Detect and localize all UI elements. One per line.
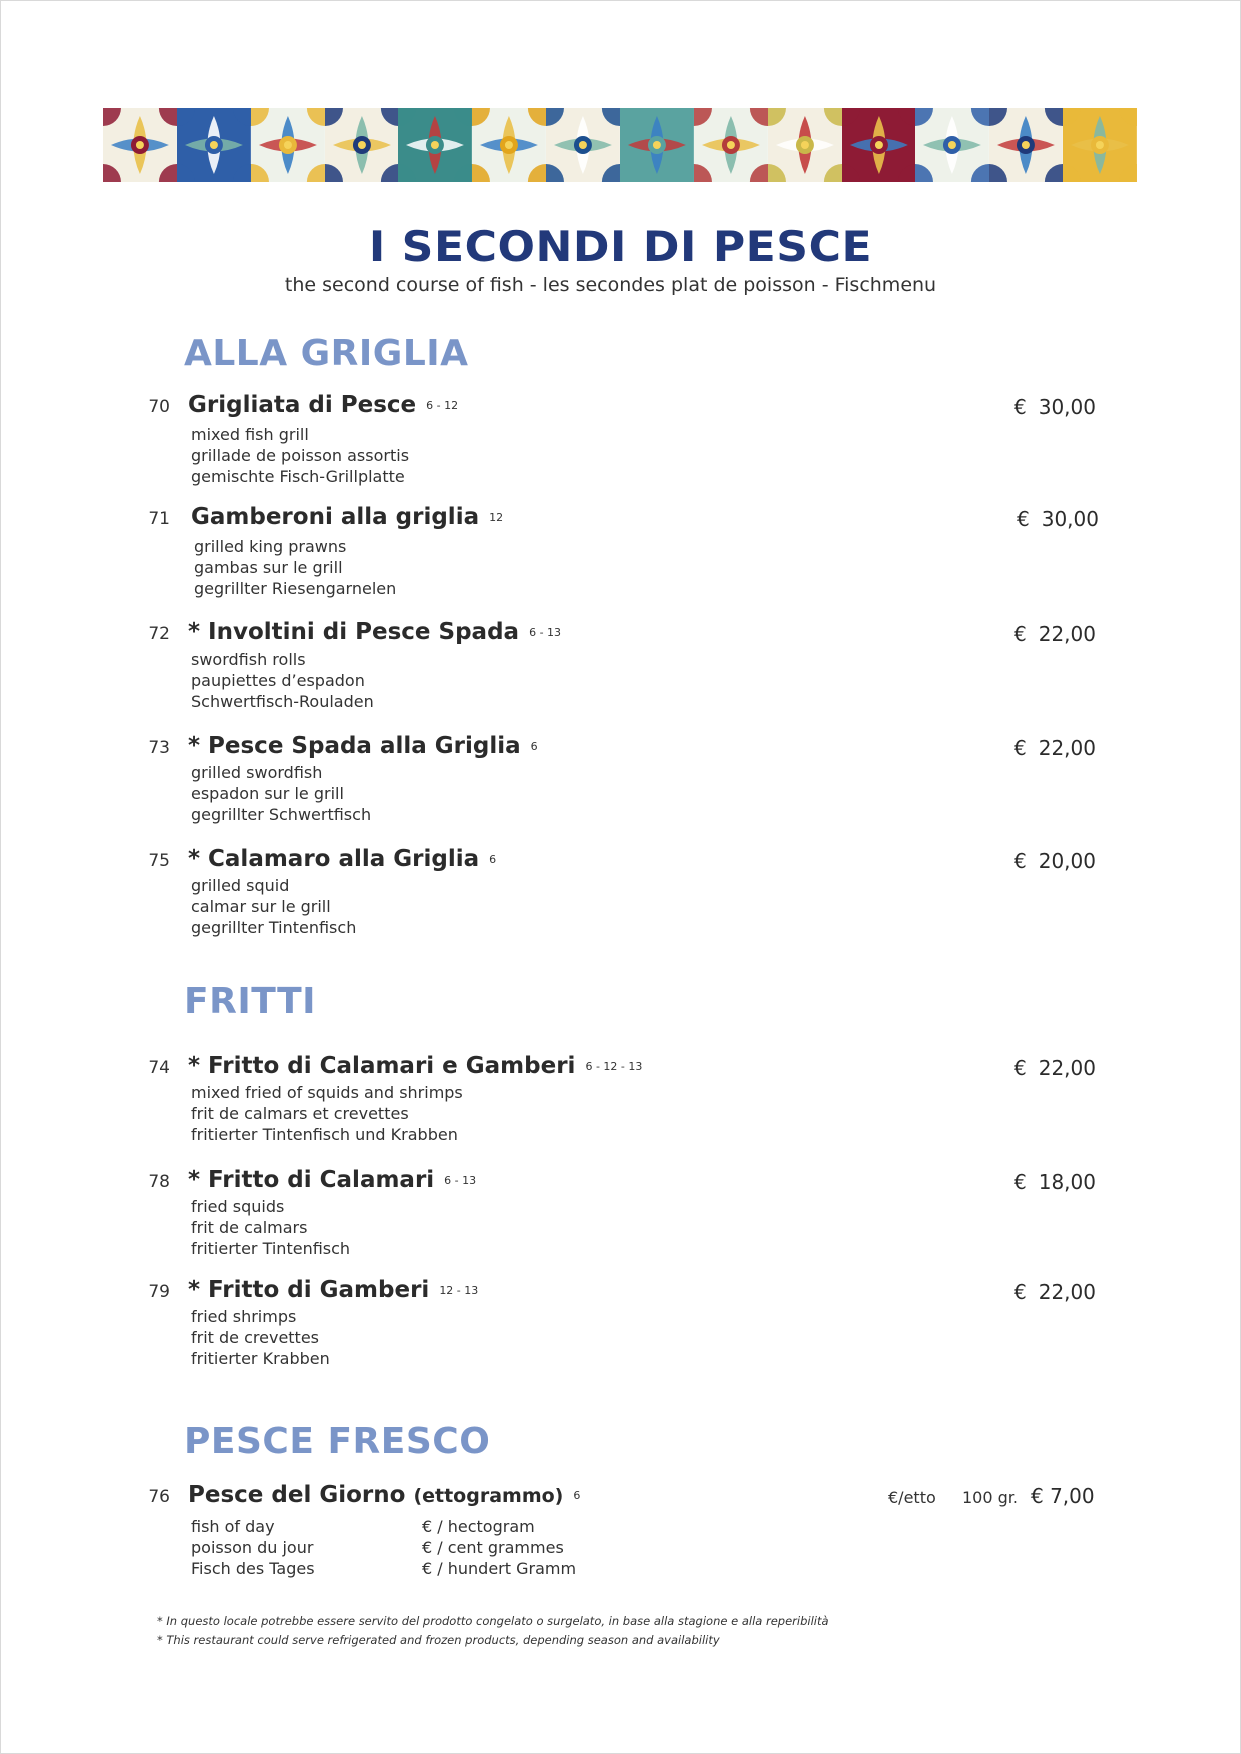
item-description: fried shrimps frit de crevettes fritierter Krabben bbox=[191, 1307, 330, 1368]
item-price: € 22,00 bbox=[1014, 1280, 1096, 1304]
item-allergens: 6 - 12 - 13 bbox=[585, 1060, 643, 1073]
item-price: € 22,00 bbox=[1014, 736, 1096, 760]
item-name: * Fritto di Gamberi 12 - 13 bbox=[188, 1277, 479, 1303]
item-allergens: 6 bbox=[489, 853, 497, 866]
item-allergens: 6 bbox=[573, 1489, 581, 1502]
item-allergens: 12 bbox=[489, 511, 504, 524]
item-name: * Fritto di Calamari e Gamberi 6 - 12 - 13 bbox=[188, 1053, 643, 1079]
ceramic-tile bbox=[768, 108, 842, 182]
ceramic-tile bbox=[325, 108, 399, 182]
item-name: Gamberoni alla griglia 12 bbox=[191, 504, 504, 530]
item-number: 71 bbox=[148, 509, 170, 529]
item-price: € 18,00 bbox=[1014, 1170, 1096, 1194]
page-title: I SECONDI DI PESCE bbox=[368, 222, 873, 271]
item-name: * Pesce Spada alla Griglia 6 bbox=[188, 733, 538, 759]
item-name-unit: (ettogrammo) bbox=[413, 1485, 564, 1507]
item-price: € 22,00 bbox=[1014, 1056, 1096, 1080]
item-allergens: 6 - 13 bbox=[529, 626, 562, 639]
ceramic-tile bbox=[546, 108, 620, 182]
item-allergens: 6 bbox=[530, 740, 538, 753]
item-name: Grigliata di Pesce 6 - 12 bbox=[188, 392, 459, 418]
item-number: 74 bbox=[148, 1058, 170, 1078]
item-allergens: 6 - 13 bbox=[444, 1174, 477, 1187]
ceramic-tile bbox=[915, 108, 989, 182]
weight-label: 100 gr. bbox=[962, 1488, 1018, 1507]
item-description: fish of day poisson du jour Fisch des Tages bbox=[191, 1517, 315, 1578]
price-per-unit-label: €/etto bbox=[888, 1488, 936, 1507]
item-number: 75 bbox=[148, 851, 170, 871]
item-name: * Fritto di Calamari 6 - 13 bbox=[188, 1167, 477, 1193]
item-number: 76 bbox=[148, 1487, 170, 1507]
item-number: 72 bbox=[148, 624, 170, 644]
item-price: € 30,00 bbox=[1014, 395, 1096, 419]
ceramic-tile bbox=[103, 108, 177, 182]
ceramic-tile bbox=[694, 108, 768, 182]
item-price: € 22,00 bbox=[1014, 622, 1096, 646]
item-number: 70 bbox=[148, 397, 170, 417]
ceramic-tile bbox=[251, 108, 325, 182]
ceramic-tile bbox=[177, 108, 251, 182]
section-title-fritti: FRITTI bbox=[184, 981, 317, 1022]
item-name: * Involtini di Pesce Spada 6 - 13 bbox=[188, 619, 562, 645]
item-number: 73 bbox=[148, 738, 170, 758]
item-allergens: 12 - 13 bbox=[439, 1284, 479, 1297]
item-price: € 20,00 bbox=[1014, 849, 1096, 873]
item-price: € 7,00 bbox=[1031, 1484, 1095, 1508]
page-subtitle: the second course of fish - les secondes plat de poisson - Fischmenu bbox=[284, 274, 937, 296]
item-number: 78 bbox=[148, 1172, 170, 1192]
item-price: € 30,00 bbox=[1017, 507, 1099, 531]
item-name: Pesce del Giorno (ettogrammo) 6 bbox=[188, 1482, 581, 1508]
footnote-italian: * In questo locale potrebbe essere servito del prodotto congelato o surgelato, in base alla stagione e alla reperibilità bbox=[157, 1614, 829, 1628]
item-description: mixed fried of squids and shrimps frit de calmars et crevettes fritierter Tintenfisch und Krabben bbox=[191, 1083, 463, 1144]
item-description: swordfish rolls paupiettes d’espadon Schwertfisch-Rouladen bbox=[191, 650, 374, 711]
item-number: 79 bbox=[148, 1282, 170, 1302]
item-allergens: 6 - 12 bbox=[426, 399, 459, 412]
ceramic-tile bbox=[842, 108, 916, 182]
footnote-english: * This restaurant could serve refrigerated and frozen products, depending season and availability bbox=[157, 1633, 720, 1647]
item-description: grilled squid calmar sur le grill gegrillter Tintenfisch bbox=[191, 876, 357, 937]
ceramic-tile bbox=[398, 108, 472, 182]
item-description: mixed fish grill grillade de poisson assortis gemischte Fisch-Grillplatte bbox=[191, 425, 410, 486]
item-description: fried squids frit de calmars fritierter Tintenfisch bbox=[191, 1197, 351, 1258]
item-description: grilled swordfish espadon sur le grill gegrillter Schwertfisch bbox=[191, 763, 372, 824]
unit-descriptions: € / hectogram € / cent grammes € / hundert Gramm bbox=[422, 1517, 577, 1578]
ceramic-tile bbox=[620, 108, 694, 182]
section-title-alla-griglia: ALLA GRIGLIA bbox=[184, 333, 469, 374]
item-description: grilled king prawns gambas sur le grill gegrillter Riesengarnelen bbox=[194, 537, 397, 598]
ceramic-tile bbox=[989, 108, 1063, 182]
ceramic-tile bbox=[472, 108, 546, 182]
section-title-pesce-fresco: PESCE FRESCO bbox=[184, 1421, 491, 1462]
ceramic-tile bbox=[1063, 108, 1137, 182]
item-name: * Calamaro alla Griglia 6 bbox=[188, 846, 497, 872]
tile-banner bbox=[103, 108, 1137, 182]
